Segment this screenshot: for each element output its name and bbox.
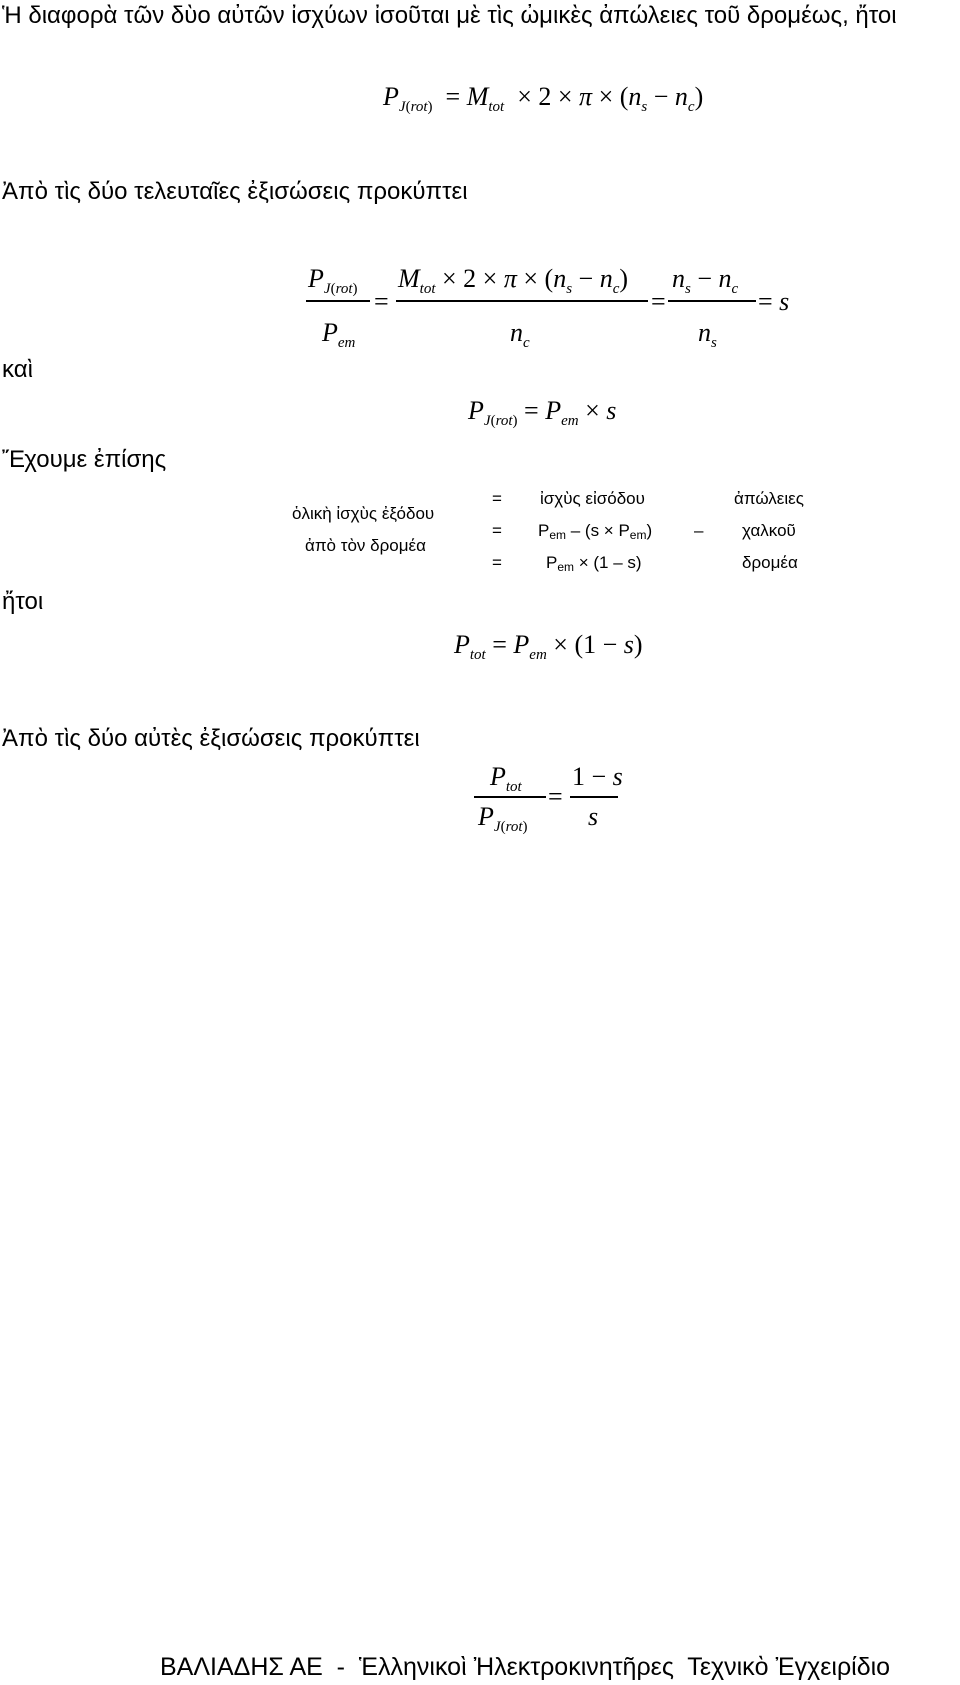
eq5-frac1-bar bbox=[474, 796, 546, 798]
table-row2-right: χαλκοῦ bbox=[742, 521, 796, 540]
page-footer: ΒΑΛΙΑΔΗΣ ΑΕ - Ἑλληνικοὶ Ἠλεκτροκινητῆρες Τεχνικὸ Ἐγχειρίδιο bbox=[160, 1653, 891, 1681]
also-text: Ἔχουμε ἐπίσης bbox=[2, 446, 167, 473]
table-row1-expr: ἰσχὺς εἰσόδου bbox=[540, 489, 645, 508]
eq5-frac2-bar bbox=[570, 796, 618, 798]
itoi-text: ἤτοι bbox=[2, 588, 44, 615]
eq5-equals: = bbox=[548, 782, 563, 811]
eq2-frac2-num: $M_{tot} \times 2 \times \pi \times (n_s - n_c)$ bbox=[398, 264, 629, 297]
table-row3-expr: Pem × (1 – s) bbox=[546, 553, 642, 574]
eq2-frac1-num: $P_{J(rot)}$ bbox=[308, 264, 358, 297]
eq2-frac1-bar bbox=[306, 300, 370, 302]
eq2-frac1-den: $P_{em}$ bbox=[322, 318, 356, 351]
eq2-frac3-num: $n_s - n_c$ bbox=[672, 264, 739, 297]
table-row3-equals: = bbox=[492, 553, 502, 572]
eq5-frac1-den: $P_{J(rot)}$ bbox=[478, 802, 528, 835]
eq2-frac2-den: $n_c$ bbox=[510, 318, 530, 351]
eq2-equals-2: = bbox=[651, 287, 666, 316]
intro-paragraph: Ἡ διαφορὰ τῶν δὺο αὐτῶν ἰσχύων ἰσοῦται μὲ τὶς ὠμικὲς ἀπώλειες τοῦ δρομέως, ἤτοι bbox=[2, 2, 897, 29]
table-left-label-line2: ἀπὸ τὸν δρομέα bbox=[305, 536, 426, 555]
table-row2-equals: = bbox=[492, 521, 502, 540]
from-these-two-text: Ἀπὸ τὶς δύο αὐτὲς ἐξισώσεις προκύπτει bbox=[2, 725, 420, 752]
table-row3-right: δρομέα bbox=[742, 553, 798, 572]
equation-joule-from-pem: $P_{J(rot)} = P_{em} \times s$ bbox=[468, 396, 617, 429]
equation-joule-losses: $P_{J(rot)} = M_{tot} \times 2 \times \pi \times (n_s - n_c)$ bbox=[383, 82, 704, 115]
table-row2-expr: Pem – (s × Pem) bbox=[538, 521, 653, 542]
kai-text: καὶ bbox=[2, 356, 33, 383]
table-row1-equals: = bbox=[492, 489, 502, 508]
table-left-label-line1: ὁλικὴ ἰσχὺς ἐξόδου bbox=[292, 504, 435, 523]
eq2-frac3-bar bbox=[668, 300, 756, 302]
table-row2-minus: – bbox=[694, 521, 704, 540]
eq2-equals-1: = bbox=[374, 287, 389, 316]
table-row1-right: ἀπώλειες bbox=[734, 489, 804, 508]
eq5-frac2-num: 1 − s bbox=[572, 762, 623, 791]
eq5-frac1-num: $P_{tot}$ bbox=[490, 762, 522, 795]
equation-total-output: $P_{tot} = P_{em} \times (1 - s)$ bbox=[454, 630, 643, 663]
eq5-frac2-den: s bbox=[588, 802, 599, 831]
from-last-two-text: Ἀπὸ τὶς δύο τελευταῖες ἐξισώσεις προκύπτει bbox=[2, 178, 468, 205]
eq2-equals-s: = s bbox=[758, 287, 790, 316]
eq2-frac2-bar bbox=[396, 300, 648, 302]
eq2-frac3-den: $n_s$ bbox=[698, 318, 717, 351]
